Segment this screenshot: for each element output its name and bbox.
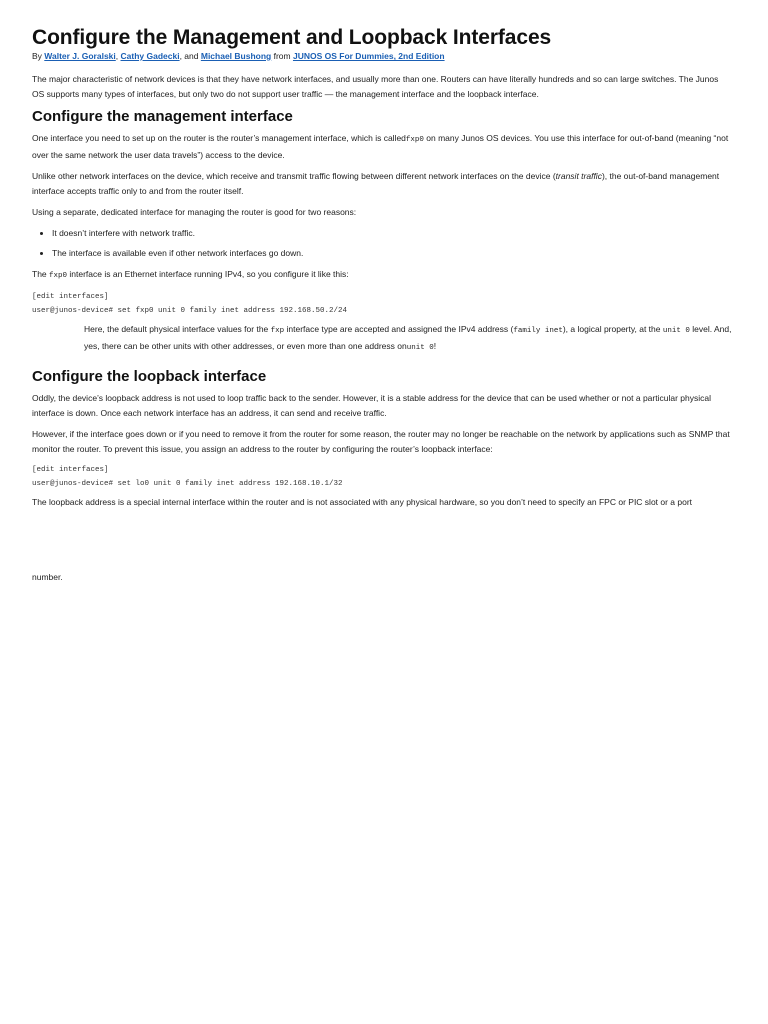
management-paragraph-2 [32,169,732,199]
management-paragraph-1 [32,131,732,163]
intro-paragraph: The major characteristic of network devices is that they have network interfaces, and usually more than one. Routers can have literally hundreds and so can large switches. The Junos OS supports many types of interfaces, but only two do not support user traffic — the management interface and the loopback interface. [32,74,719,99]
text: interface is an Ethernet interface running IPv4, so you configure it like this: [67,269,349,279]
code-line: user@junos-device# set fxp0 unit 0 family inet address 192.168.50.2/24 [32,307,348,315]
code-line: [edit interfaces] [32,466,109,474]
author-link-goralski[interactable]: Walter J. Goralski [44,51,116,61]
reasons-list [32,226,732,261]
byline-from: from [271,51,293,61]
loopback-paragraph-3: The loopback address is a special internal interface within the router and is not associated with any physical hardware, so you don’t need to specify an FPC or PIC slot or a port [32,497,693,507]
text: One interface you need to set up on the router is the router’s management interface, which is called [32,133,406,143]
text: on many Junos OS devices. You use this interface for out-of-band (meaning “not over the same network the user data travels”) access to the device. [32,133,729,160]
section-heading-loopback: Configure the loopback interface [32,368,267,385]
text: interface type are accepted and assigned the IPv4 address ( [284,324,514,334]
management-paragraph-4 [32,267,732,284]
management-note [84,322,732,356]
byline-by: By [32,51,45,61]
text: The [32,269,50,279]
text: ), the out-of-band management interface accepts traffic only to and from the router itself. [32,171,720,196]
article [32,26,732,516]
code-block-loopback [32,463,732,491]
section-heading-management: Configure the management interface [32,108,293,125]
inline-code-family-inet: family inet [513,327,563,335]
inline-code-unit0: unit 0 [662,327,690,335]
list-item: • It doesn’t interfere with network traffic. [52,226,732,241]
inline-code-fxp0: fxp0 [49,272,68,280]
code-line: user@junos-device# set lo0 unit 0 family inet address 192.168.10.1/32 [32,480,343,488]
author-link-bushong[interactable]: Michael Bushong [200,51,272,61]
loopback-paragraph-3-end: number. [32,572,63,582]
inline-code-unit0: unit 0 [406,344,434,352]
author-link-gadecki[interactable]: Cathy Gadecki [120,51,180,61]
text: ), a logical property, at the [562,324,663,334]
book-link[interactable]: JUNOS OS For Dummies, 2nd Edition [292,51,445,61]
byline-sep1: , [115,51,121,61]
text: Here, the default physical interface values for the [84,324,271,334]
inline-code-fxp: fxp [270,327,285,335]
text: level. And, yes, there can be other units with other addresses, or even more than one address on [84,324,732,351]
code-block-management [32,290,732,318]
text: Unlike other network interfaces on the device, which receive and transmit traffic flowing between different network interfaces on the device ( [32,171,556,181]
emphasis-transit-traffic: transit traffic [555,171,602,181]
page-title: Configure the Management and Loopback Interfaces [32,26,552,49]
inline-code-fxp0: fxp0 [405,136,424,144]
management-paragraph-3: Using a separate, dedicated interface for managing the router is good for two reasons: [32,207,357,217]
byline-sep2: , and [179,51,201,61]
text: ! [433,341,437,351]
list-item: • The interface is available even if other network interfaces go down. [52,246,732,261]
loopback-paragraph-1: Oddly, the device’s loopback address is not used to loop traffic back to the sender. However, it is a stable address for the device that can be used whether or not a particular physical interface is down. Once each network interface has an address, it can send and receive traffic. [32,393,711,418]
byline [32,50,732,62]
loopback-paragraph-2: However, if the interface goes down or if you need to remove it from the router for some reason, the router may no longer be reachable on the network by applications such as SNMP that monitor the router. To prevent this issue, you assign an address to the router by configuring the router’s loopback interface: [32,429,730,454]
code-line: [edit interfaces] [32,293,109,301]
